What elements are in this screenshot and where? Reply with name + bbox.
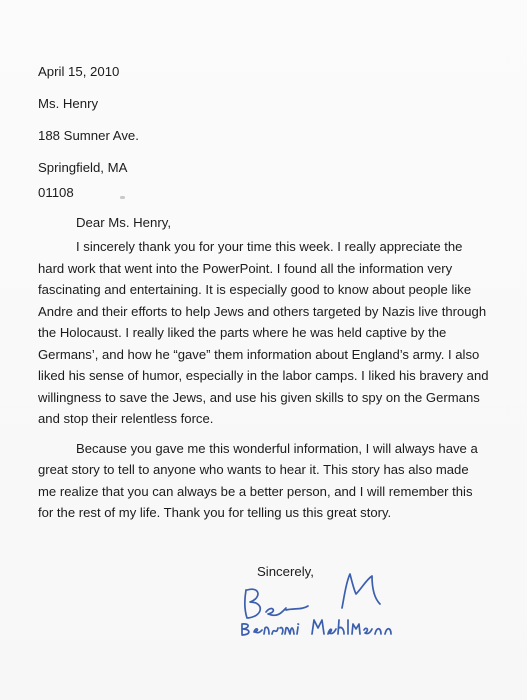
- salutation: Dear Ms. Henry,: [76, 215, 172, 230]
- closing: Sincerely,: [257, 564, 314, 579]
- body-paragraph-2: Because you gave me this wonderful information, I will always have a great story to tell to anyone who wants to hear it. This story has also made me realize that you can always be a better person, and I will remember this for the rest of my life. Thank you for telling us this great story.: [38, 440, 478, 520]
- recipient-street: 188 Sumner Ave.: [38, 128, 139, 143]
- recipient-name: Ms. Henry: [38, 96, 99, 111]
- body-paragraph-1: I sincerely thank you for your time this week. I really appreciate the hard work that went into the PowerPoint. I found all the information very fascinating and entertaining. It is especially good to know about people like Andre and their efforts to help Jews and others targeted by Nazis live through the Holocaust. I really liked the parts where he was held captive by the Germans’, and how he “gave” them information about England’s army. I also liked his sense of humor, especially in the labor camps. I liked his bravery and willingness to save the Jews, and use his given skills to spy on the Germans and stop their relentless force.: [38, 239, 489, 426]
- handwritten-signature: [238, 568, 408, 648]
- paper-smudge: [120, 196, 125, 199]
- recipient-city: Springfield, MA: [38, 160, 128, 175]
- letter-date: April 15, 2010: [38, 64, 120, 79]
- recipient-zip: 01108: [38, 185, 74, 200]
- signature-svg: [238, 568, 408, 648]
- letter-body: [38, 236, 490, 524]
